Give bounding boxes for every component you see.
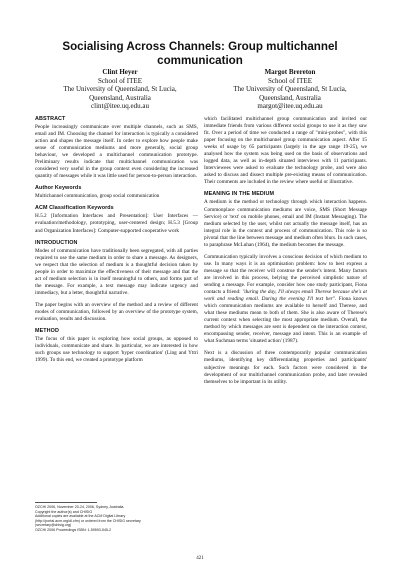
page-number: 421 — [196, 556, 204, 561]
acm-text: H.5.2 [Information Interfaces and Presentation]: User Interfaces — evaluation/methodology, prototyping, user-centered design; H.5.3 [Group and Organization Interfaces]: Computer-supported cooperative work — [35, 213, 198, 234]
footnote-line: (http://portal.acm.org/dl.cfm) or ordered from the CHISIG secretary — [35, 518, 141, 523]
intro-heading: INTRODUCTION — [35, 239, 78, 246]
abstract-heading: ABSTRACT — [35, 116, 66, 122]
author-email: clint@itee.uq.edu.au — [91, 102, 149, 111]
medium-paragraph-2-start: Communication typically involves a conscious decision of which medium to use. In many ways it is an optimisation problem: how to best express a message so that the receiver will construe the sender's intent. Many factors are involved in this process, belying the perceived simplistic nature of sending a message. For example, consider how one study participant, Fiona contacts a friend: — [204, 253, 367, 296]
title-line-2: communication — [157, 54, 243, 67]
footnote-line: OZCHI 2006 Proceedings ISBN: 1-59593-545-2 — [35, 527, 112, 532]
method-heading: METHOD — [35, 328, 59, 335]
method-paragraph-1: The focus of this paper is exploring how social groups, as opposed to individuals, communicate and share. In particular, we are interested in how such groups use technology to support 'hyper coordination' (Ling and Yttri 1999). To this end, we created a prototype platform — [35, 336, 198, 364]
author-org: School of ITEE — [268, 76, 312, 85]
author-place: Queensland, Australia — [259, 93, 321, 102]
right-column — [204, 116, 367, 391]
author-place: Queensland, Australia — [89, 93, 151, 102]
medium-paragraph-2 — [204, 254, 367, 346]
author-org: School of ITEE — [98, 76, 142, 85]
intro-paragraph-2: The paper begins with an overview of the method and a review of different modes of communication, followed by an overview of the prototype system, evaluation, results and discussion. — [35, 301, 198, 322]
medium-paragraph-2-end: . Fiona knows which communication mediums are available to herself and Therese, and what these mediums mean to both of them. She is also aware of Therese's current context when selecting the most appropriate medium. Overall, the method by which messages are sent is dependent on the interaction context, encompassing sender, receiver, message and intent. This is an example of what Suchman terms 'situated action' (1987). — [204, 296, 368, 345]
method-paragraph-2: which facilitated multichannel group communication and invited our immediate friends from various different social groups to use it as they saw fit. Over a period of time we conducted a range of "mini-probes", with this paper focusing on the multichannel group communication aspect. After 15 weeks of usage by 65 participants (largely in the age range 19-25), we analysed how the system was being used on the basis of observations and logged data, as well as in-depth situated interviews with 11 participants. Interviewees were asked to evaluate the technology probe, and were also asked to discuss and dissect multiple pre-existing means of communication. Their comments are included in the review where useful or illustrative. — [204, 116, 367, 186]
author-block-2 — [205, 68, 375, 111]
author-block-1 — [35, 68, 205, 111]
author-email: margot@itee.uq.edu.au — [257, 102, 323, 111]
keywords-heading: Author Keywords — [35, 185, 82, 192]
keywords-text: Multichannel communication, group social communication — [35, 193, 160, 200]
author-university: The University of Queensland, St Lucia, — [63, 85, 177, 94]
copyright-footnote — [35, 502, 198, 532]
footnote-line: OZCHI 2006, November 20-24, 2006, Sydney, Australia. — [35, 505, 125, 509]
fiona-quote: "during the day, I'll always email Therese because she's at work and reading email. During the evening I'll text her" — [204, 289, 367, 303]
intro-paragraph-1: Modes of communication have traditionally been segregated, with all parties required to use the same medium in order to share a message. As designers, we respect that the selection of medium is a thoughtful decision taken by people in order to maximize the effectiveness of their message and that the act of medium selection is in itself meaningful to others, and forms part of the message. For example, a text message may indicate urgency and immediacy, but a letter, thoughtful narrative. — [35, 247, 198, 296]
footnote-line: Copyright the author(s) and CHISIG — [35, 509, 93, 514]
medium-paragraph-3: Next is a discussion of three contemporarily popular communication mediums, identifying key differentiating properties and participants' subjective meanings for each. Such factors were considered in the development of our multichannel communication probe, and later revealed themselves to be important in its utility. — [204, 350, 367, 385]
author-name: Margot Brereton — [264, 68, 316, 76]
footnote-line: Additional copies are available at the ACM Digital Library — [35, 514, 126, 518]
left-column — [35, 116, 198, 369]
medium-paragraph-1: A medium is the method or technology through which interaction happens. Commonplace communication mediums are voice, SMS (Short Message Service) or 'text' on mobile phones, email and IM (Instant Messaging). The medium selected by the user, whilst not actually the message itself, has an integral role in the context and process of communication. This role is so pivotal that the line between message and medium often blurs. In such cases, to paraphrase McLuhan (1964), the medium becomes the message. — [204, 199, 367, 248]
title-line-1: Socialising Across Channels: Group multichannel — [62, 40, 338, 53]
acm-heading: ACM Classification Keywords — [35, 205, 114, 212]
paper-title — [20, 40, 380, 68]
author-university: The University of Queensland, St Lucia, — [233, 85, 347, 94]
medium-heading: MEANING IN THE MEDIUM — [204, 191, 275, 198]
footnote-line: (secretary@chisig.org) — [35, 523, 72, 527]
abstract-text: People increasingly communicate over multiple channels, such as SMS, email and IM. Choosing the channel for interaction is typically a considered action and shapes the message itself. In order to explore how people make sense of communication mediums and more generally, social group behaviour, we developed a multichannel communication prototype. Preliminary results indicate that multichannel communication was considered very useful in the group context even considering the increased quantity of messages while it was little used for person-to-person interaction. — [35, 124, 198, 180]
footnote-rule — [35, 502, 97, 503]
author-name: Clint Heyer — [102, 68, 138, 76]
